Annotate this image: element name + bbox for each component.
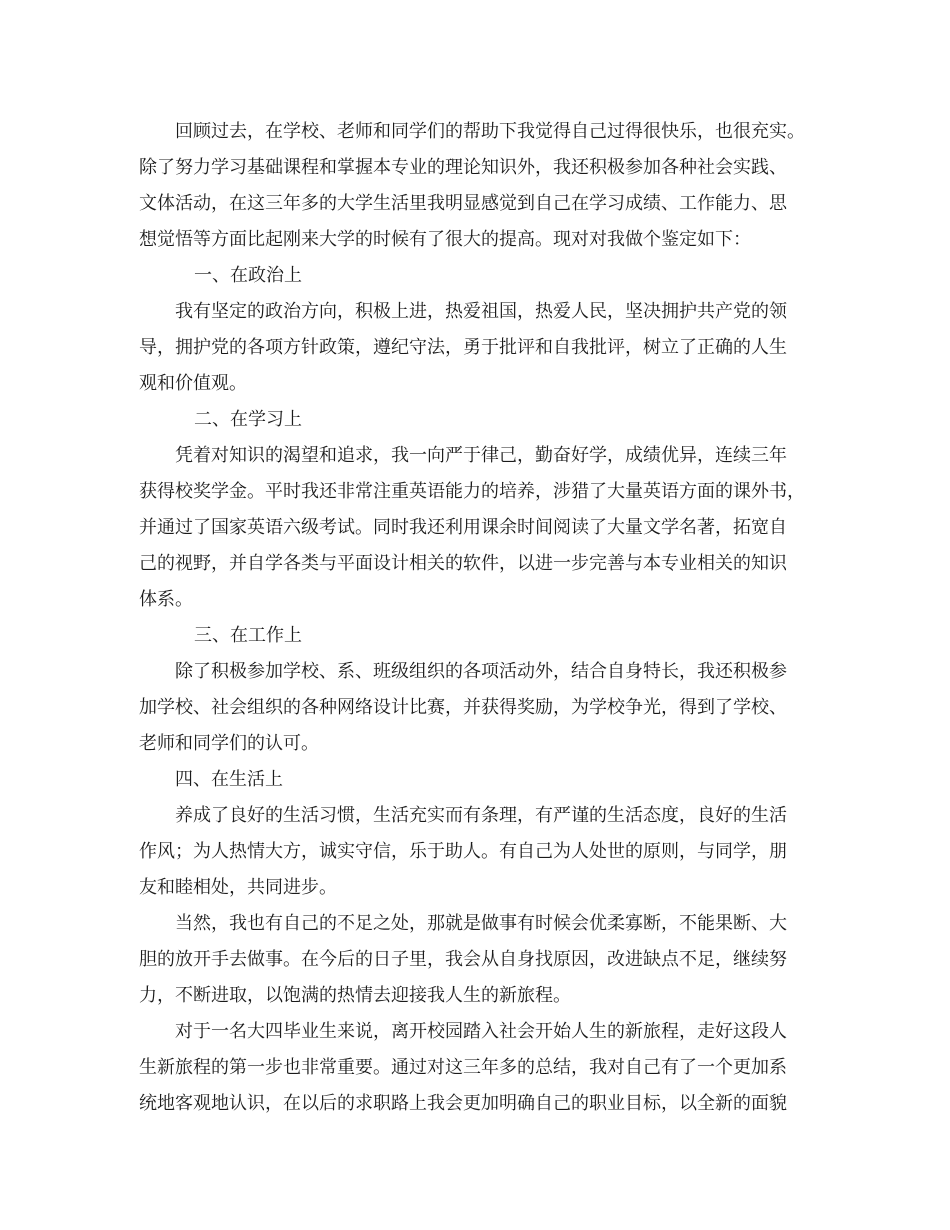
body-line: 想觉悟等方面比起刚来大学的时候有了很大的提高。现对对我做个鉴定如下： — [139, 229, 751, 250]
body-line: 力，不断进取，以饱满的热情去迎接我人生的新旅程。 — [139, 985, 571, 1006]
body-line: 友和睦相处，共同进步。 — [139, 877, 337, 898]
body-line: 统地客观地认识，在以后的求职路上我会更加明确自己的职业目标，以全新的面貌 — [139, 1093, 787, 1114]
body-line: 凭着对知识的渴望和追求，我一向严于律己，勤奋好学，成绩优异，连续三年 — [175, 445, 787, 466]
body-line: 对于一名大四毕业生来说，离开校园踏入社会开始人生的新旅程，走好这段人 — [175, 1021, 787, 1042]
body-line: 体系。 — [139, 589, 193, 610]
body-line: 当然，我也有自己的不足之处，那就是做事有时候会优柔寡断，不能果断、大 — [175, 913, 787, 934]
body-line: 文体活动，在这三年多的大学生活里我明显感觉到自己在学习成绩、工作能力、思 — [139, 193, 787, 214]
body-line: 胆的放开手去做事。在今后的日子里，我会从自身找原因，改进缺点不足，继续努 — [139, 949, 787, 970]
body-line: 除了积极参加学校、系、班级组织的各项活动外，结合自身特长，我还积极参 — [175, 661, 787, 682]
body-line: 获得校奖学金。平时我还非常注重英语能力的培养，涉猎了大量英语方面的课外书， — [139, 481, 805, 502]
body-line: 回顾过去，在学校、老师和同学们的帮助下我觉得自己过得很快乐，也很充实。 — [175, 121, 805, 142]
body-line: 并通过了国家英语六级考试。同时我还利用课余时间阅读了大量文学名著，拓宽自 — [139, 517, 787, 538]
body-line: 导，拥护党的各项方针政策，遵纪守法，勇于批评和自我批评，树立了正确的人生 — [139, 337, 787, 358]
section-heading: 三、在工作上 — [194, 625, 302, 646]
body-line: 老师和同学们的认可。 — [139, 733, 319, 754]
body-line: 加学校、社会组织的各种网络设计比赛，并获得奖励，为学校争光，得到了学校、 — [139, 697, 787, 718]
body-line: 观和价值观。 — [139, 373, 247, 394]
section-heading: 二、在学习上 — [194, 409, 302, 430]
section-heading: 一、在政治上 — [194, 265, 302, 286]
body-line: 己的视野，并自学各类与平面设计相关的软件，以进一步完善与本专业相关的知识 — [139, 553, 787, 574]
body-line: 生新旅程的第一步也非常重要。通过对这三年多的总结，我对自己有了一个更加系 — [139, 1057, 787, 1078]
body-line: 我有坚定的政治方向，积极上进，热爱祖国，热爱人民，坚决拥护共产党的领 — [175, 301, 787, 322]
body-line: 除了努力学习基础课程和掌握本专业的理论知识外，我还积极参加各种社会实践、 — [139, 157, 787, 178]
body-line: 养成了良好的生活习惯，生活充实而有条理，有严谨的生活态度，良好的生活 — [175, 805, 787, 826]
section-heading: 四、在生活上 — [175, 769, 283, 790]
body-line: 作风；为人热情大方，诚实守信，乐于助人。有自己为人处世的原则，与同学，朋 — [139, 841, 787, 862]
